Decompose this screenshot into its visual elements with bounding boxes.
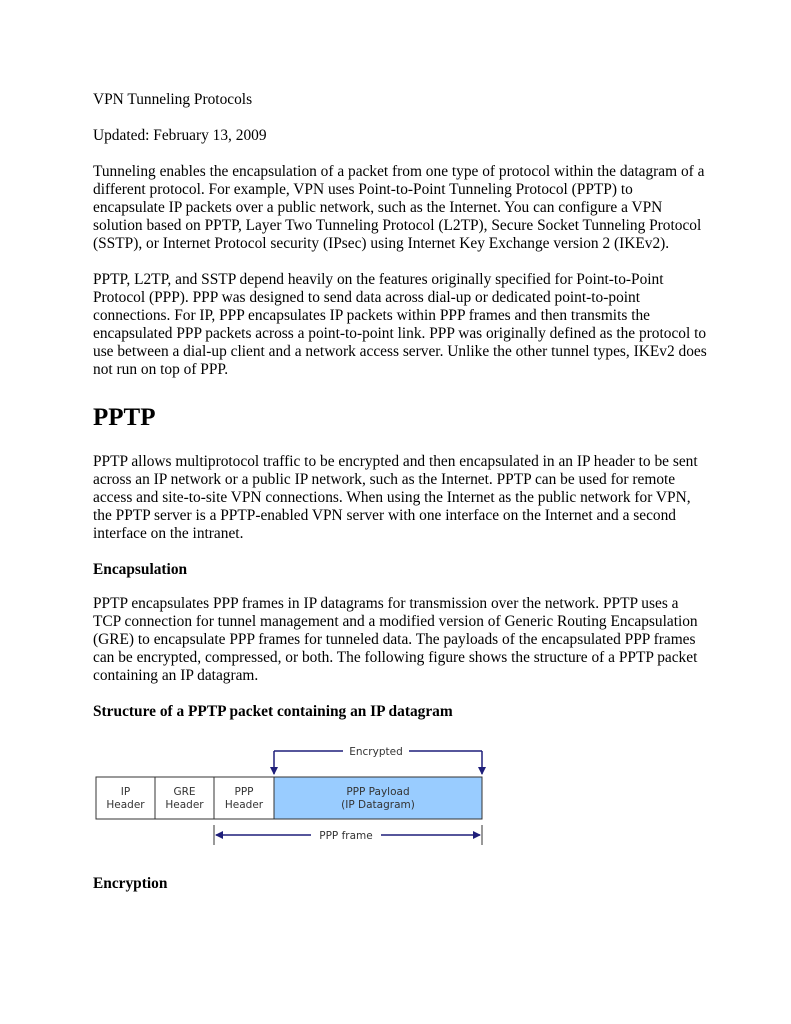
encryption-heading: Encryption: [93, 875, 168, 892]
packet-row: [96, 777, 482, 819]
gre-header-line1: GRE: [173, 786, 196, 798]
pptp-packet-svg: [93, 737, 493, 849]
ppp-frame-label: PPP frame: [319, 830, 373, 842]
ip-header-line1: IP: [120, 786, 131, 798]
encrypted-bracket: [274, 746, 482, 774]
encrypted-label: Encrypted: [349, 746, 403, 758]
ppp-header-line1: PPP: [234, 786, 254, 798]
encapsulation-paragraph: PPTP encapsulates PPP frames in IP datagrams for transmission over the network. PPTP uses a TCP connection for tunnel management and a modified version of Generic Routing Encapsulation (GRE) to encapsulate PPP frames for tunneled data. The payloads of the encapsulated PPP frames can be encrypted, compressed, or both. The following figure shows the structure of a PPTP packet containing an IP datagram.: [93, 595, 698, 684]
figure-caption: Structure of a PPTP packet containing an IP datagram: [93, 703, 453, 720]
ppp-header-cell: [214, 777, 274, 819]
pptp-paragraph: PPTP allows multiprotocol traffic to be encrypted and then encapsulated in an IP header to be sent across an IP network or a public IP network, such as the Internet. PPTP can be used for remote access and site-to-site VPN connections. When using the Internet as the public network for VPN, the PPTP server is a PPTP-enabled VPN server with one interface on the Internet and a second interface on the intranet.: [93, 453, 698, 542]
ppp-frame-bracket: [214, 825, 482, 845]
document-title: VPN Tunneling Protocols: [93, 91, 253, 108]
ppp-payload-line2: (IP Datagram): [341, 799, 415, 811]
ip-header-line2: Header: [106, 799, 145, 811]
pptp-heading: PPTP: [93, 404, 156, 431]
intro-paragraph-2: PPTP, L2TP, and SSTP depend heavily on the features originally specified for Point-to-Point Protocol (PPP). PPP was designed to send data across dial-up or dedicated point-to-point connections. For IP, PPP encapsulates IP packets within PPP frames and then transmits the encapsulated PPP packets across a point-to-point link. PPP was originally defined as the protocol to use between a dial-up client and a network access server. Unlike the other tunnel types, IKEv2 does not run on top of PPP.: [93, 271, 707, 378]
gre-header-line2: Header: [165, 799, 204, 811]
ppp-payload-line1: PPP Payload: [346, 786, 410, 798]
ppp-header-line2: Header: [224, 799, 264, 811]
encapsulation-heading: Encapsulation: [93, 561, 188, 578]
pptp-packet-diagram: [93, 737, 493, 849]
ppp-payload-cell: [274, 777, 482, 819]
ip-header-cell: [96, 777, 155, 819]
gre-header-cell: [155, 777, 214, 819]
intro-paragraph-1: Tunneling enables the encapsulation of a packet from one type of protocol within the datagram of a different protocol. For example, VPN uses Point-to-Point Tunneling Protocol (PPTP) to encapsulate IP packets over a public network, such as the Internet. You can configure a VPN solution based on PPTP, Layer Two Tunneling Protocol (L2TP), Secure Socket Tunneling Protocol (SSTP), or Internet Protocol security (IPsec) using Internet Key Exchange version 2 (IKEv2).: [93, 163, 705, 252]
document-page: [93, 91, 708, 909]
updated-date: Updated: February 13, 2009: [93, 127, 267, 144]
